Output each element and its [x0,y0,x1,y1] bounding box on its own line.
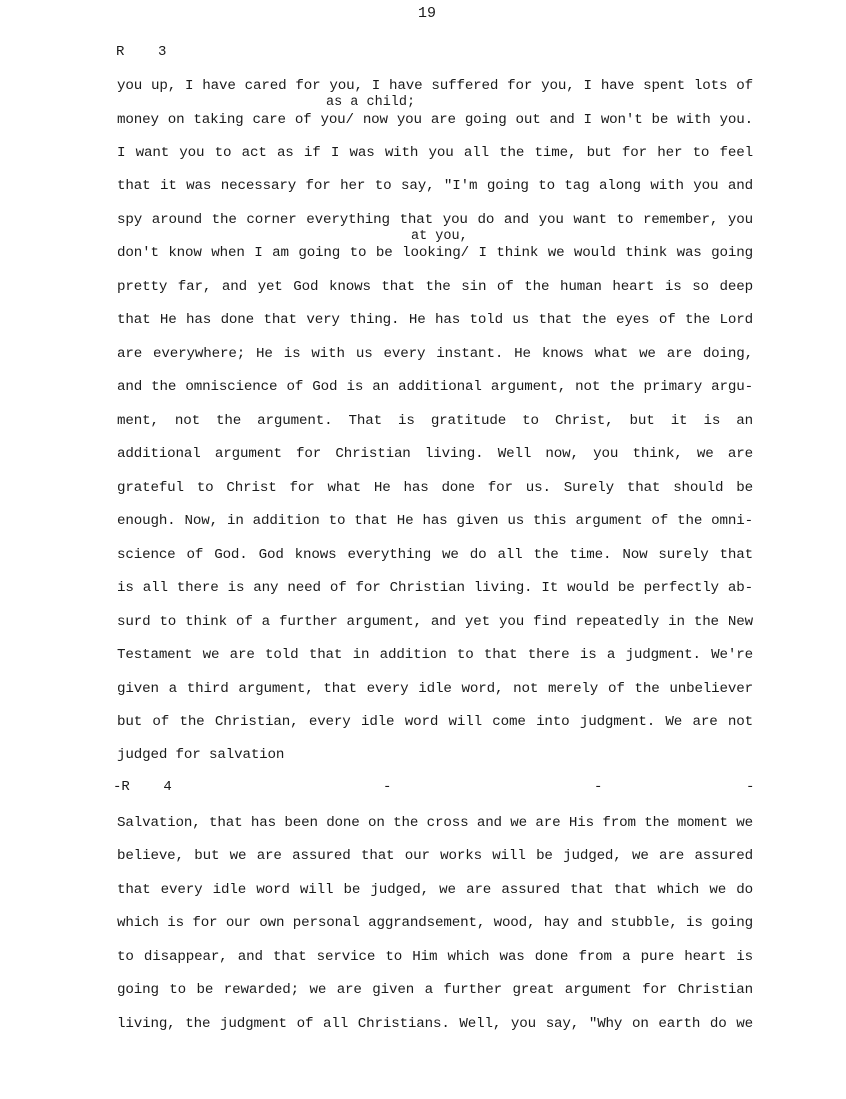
separator-dash: - [383,779,392,795]
text-line: which is for our own personal aggrandsement, wood, hay and stubble, is going [117,915,753,931]
page-number: 19 [418,5,437,22]
text-line: grateful to Christ for what He has done for us. Surely that should be [117,480,753,496]
text-line: that every idle word will be judged, we are assured that that which we do [117,882,753,898]
text-line: and the omniscience of God is an additional argument, not the primary argu- [117,379,753,395]
interlinear-insertion-as-a-child: as a child; [326,95,416,110]
text-line: are everywhere; He is with us every instant. He knows what we are doing, [117,346,753,362]
text-line: is all there is any need of for Christian living. It would be perfectly ab- [117,580,753,596]
text-line: ment, not the argument. That is gratitude to Christ, but it is an [117,413,753,429]
text-line: Testament we are told that in addition to that there is a judgment. We're [117,647,753,663]
text-line: pretty far, and yet God knows that the sin of the human heart is so deep [117,279,753,295]
text-line: money on taking care of you/ now you are going out and I won't be with you. [117,112,753,128]
interlinear-insertion-at-you: at you, [411,229,468,244]
text-line: don't know when I am going to be looking/ I think we would think was going [117,245,753,261]
separator-dash: - [746,779,755,795]
separator-dash: - [594,779,603,795]
text-line: Salvation, that has been done on the cross and we are His from the moment we [117,815,753,831]
section-marker-r4: -R 4 [113,779,172,795]
text-line: judged for salvation [117,747,285,763]
text-line: to disappear, and that service to Him which was done from a pure heart is [117,949,753,965]
text-line: given a third argument, that every idle word, not merely of the unbeliever [117,681,753,697]
text-line: going to be rewarded; we are given a further great argument for Christian [117,982,753,998]
text-line: that He has done that very thing. He has told us that the eyes of the Lord [117,312,753,328]
text-line: additional argument for Christian living. Well now, you think, we are [117,446,753,462]
section-marker-r3: R 3 [116,44,167,60]
text-line: spy around the corner everything that you do and you want to remember, you [117,212,753,228]
text-line: that it was necessary for her to say, "I'm going to tag along with you and [117,178,753,194]
text-line: surd to think of a further argument, and yet you find repeatedly in the New [117,614,753,630]
text-line: enough. Now, in addition to that He has given us this argument of the omni- [117,513,753,529]
text-line: living, the judgment of all Christians. Well, you say, "Why on earth do we [117,1016,753,1032]
text-line: believe, but we are assured that our works will be judged, we are assured [117,848,753,864]
text-line: I want you to act as if I was with you all the time, but for her to feel [117,145,753,161]
text-line: science of God. God knows everything we do all the time. Now surely that [117,547,753,563]
text-line: you up, I have cared for you, I have suffered for you, I have spent lots of [117,78,753,94]
text-line: but of the Christian, every idle word will come into judgment. We are not [117,714,753,730]
